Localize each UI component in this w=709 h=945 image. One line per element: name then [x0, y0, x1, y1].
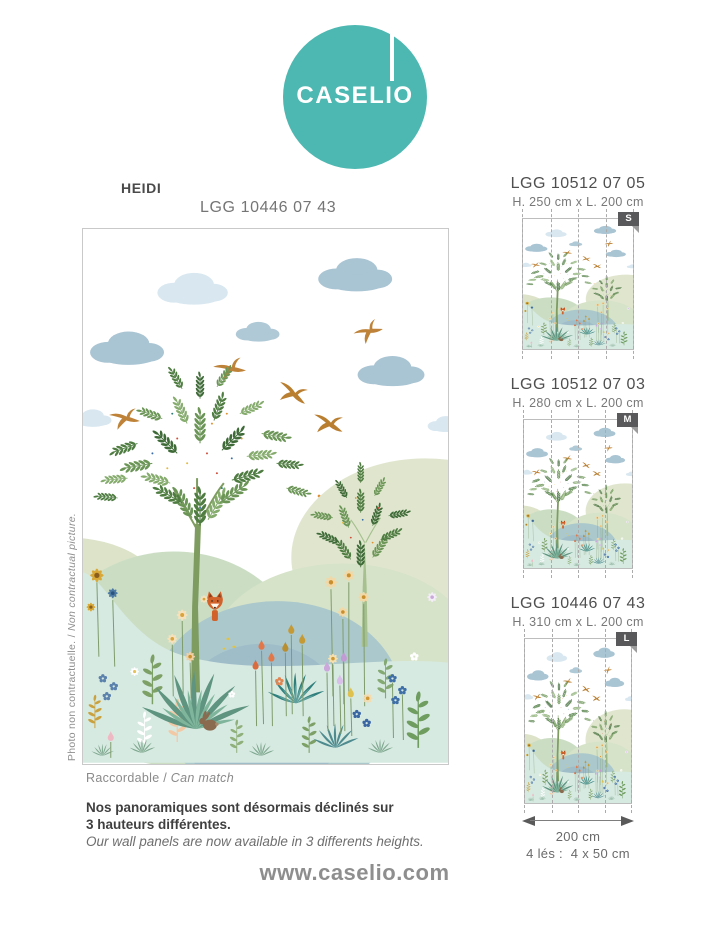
panel-divider [606, 209, 607, 359]
photo-disclaimer [66, 513, 78, 761]
match-note-en: Can match [170, 771, 234, 785]
variant-dimensions: H. 280 cm x L. 200 cm [512, 396, 644, 410]
panel-divider [632, 410, 633, 578]
logo-mark-line [390, 34, 394, 81]
panel-divider [552, 629, 553, 813]
size-badge-l: L [616, 632, 637, 646]
variant-reference: LGG 10446 07 43 [510, 595, 646, 612]
width-arrow [522, 816, 634, 826]
description-en: Our wall panels are now available in 3 differents heights. [86, 834, 424, 849]
photo-disclaimer-en: Non contractual picture. [66, 512, 78, 631]
panel-divider [605, 629, 606, 813]
match-note-fr: Raccordable / [86, 771, 171, 785]
brand-text: CASELIO [296, 82, 414, 109]
panel-divider [578, 410, 579, 578]
photo-disclaimer-sep: / [66, 630, 78, 641]
arrow-line [530, 820, 626, 821]
width-dimension-note [488, 816, 668, 861]
product-reference: LGG 10446 07 43 [200, 199, 337, 216]
panel-divider [524, 629, 525, 813]
variant-dimensions: H. 250 cm x L. 200 cm [512, 195, 644, 209]
variant-reference: LGG 10512 07 05 [510, 175, 646, 192]
panel-divider [578, 209, 579, 359]
panel-divider [551, 209, 552, 359]
mural-artwork [83, 229, 448, 764]
variant-thumbnail [523, 414, 633, 569]
variant-thumbnail [524, 633, 632, 804]
variant-card-s [488, 174, 668, 350]
arrow-right-icon [621, 816, 634, 826]
panel-divider [605, 410, 606, 578]
variant-thumbnail [522, 213, 634, 350]
website-link[interactable]: www.caselio.com [259, 860, 450, 885]
main-preview-frame [82, 228, 449, 765]
description [86, 799, 424, 850]
panel-divider [631, 629, 632, 813]
variant-card-m [488, 375, 668, 569]
variant-reference: LGG 10512 07 03 [510, 376, 646, 393]
size-badge-s: S [618, 212, 639, 226]
photo-disclaimer-fr: Photo non contractuelle. [66, 640, 78, 762]
product-title: HEIDI [121, 180, 162, 196]
arrow-left-icon [522, 816, 535, 826]
panel-divider [522, 209, 523, 359]
variant-card-l [488, 594, 668, 804]
caselio-logo [283, 25, 427, 169]
panel-divider [523, 410, 524, 578]
match-note [86, 771, 234, 785]
panel-divider [578, 629, 579, 813]
description-fr-line1: Nos panoramiques sont désormais déclinés sur [86, 800, 394, 815]
width-label: 200 cm [555, 829, 601, 844]
variant-dimensions: H. 310 cm x L. 200 cm [512, 615, 644, 629]
description-fr-line2: 3 hauteurs différentes. [86, 817, 231, 832]
size-badge-m: M [617, 413, 638, 427]
panels-label: 4 lés : 4 x 50 cm [526, 846, 630, 861]
panel-divider [551, 410, 552, 578]
